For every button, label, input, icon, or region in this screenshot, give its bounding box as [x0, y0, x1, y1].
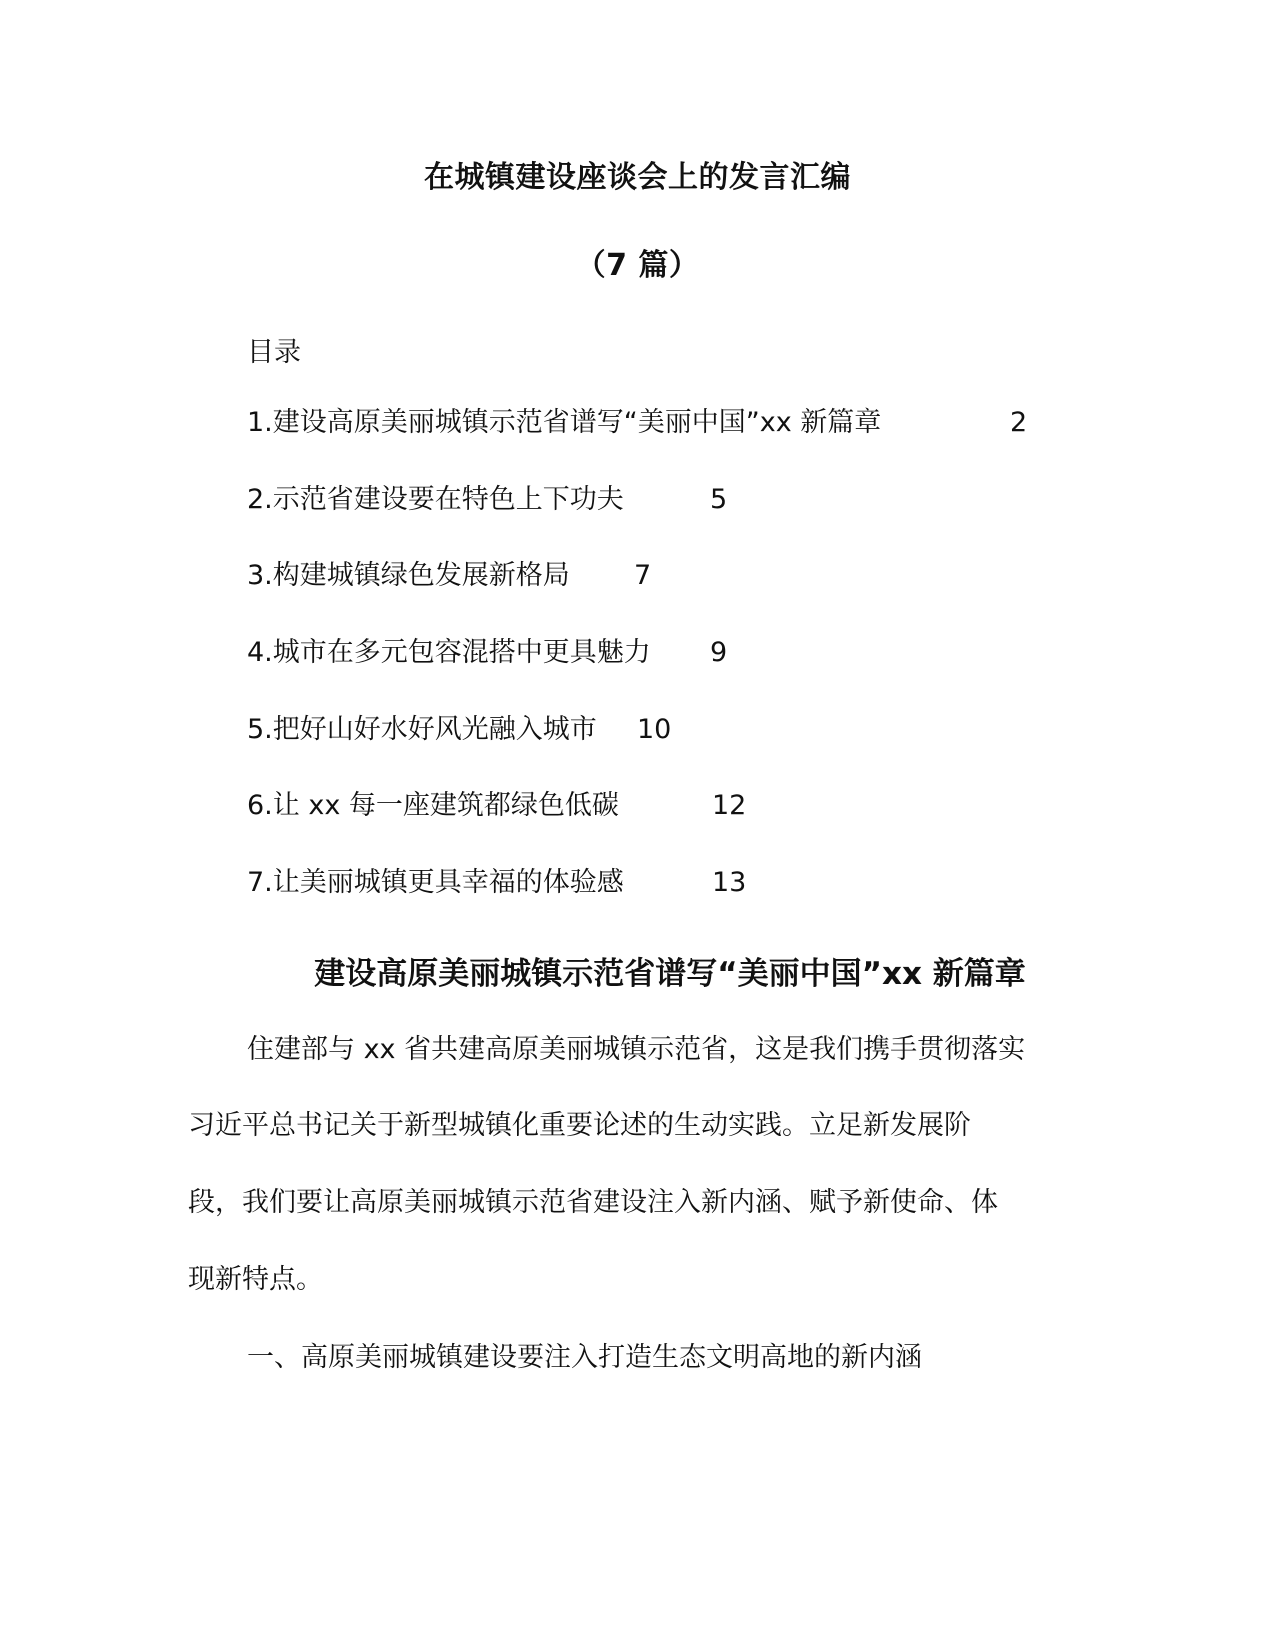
toc-entry-label: 6.让 xx 每一座建筑都绿色低碳	[247, 790, 619, 821]
subsection-heading: 一、高原美丽城镇建设要注入打造生态文明高地的新内涵	[247, 1342, 922, 1373]
toc-entry-label: 7.让美丽城镇更具幸福的体验感	[247, 867, 624, 898]
toc-entry-page: 5	[710, 484, 728, 515]
document-title: 在城镇建设座谈会上的发言汇编	[424, 160, 851, 195]
body-paragraph-line: 住建部与 xx 省共建高原美丽城镇示范省，这是我们携手贯彻落实	[247, 1034, 1026, 1065]
toc-entry-page: 12	[712, 790, 747, 821]
toc-entry-label: 2.示范省建设要在特色上下功夫	[247, 484, 624, 515]
body-paragraph-line: 现新特点。	[188, 1264, 323, 1295]
toc-heading: 目录	[247, 337, 301, 368]
toc-entry-label: 4.城市在多元包容混搭中更具魅力	[247, 637, 651, 668]
toc-entry-label: 5.把好山好水好风光融入城市	[247, 714, 597, 745]
toc-entry-label: 1.建设高原美丽城镇示范省谱写“美丽中国”xx 新篇章	[247, 407, 882, 438]
toc-entry-page: 9	[710, 637, 728, 668]
toc-entry-label: 3.构建城镇绿色发展新格局	[247, 560, 570, 591]
section-title: 建设高原美丽城镇示范省谱写“美丽中国”xx 新篇章	[314, 956, 1026, 992]
toc-entry-page: 13	[712, 867, 747, 898]
toc-entry-page: 2	[1010, 407, 1028, 438]
toc-entry-page: 7	[634, 560, 652, 591]
body-paragraph-line: 段，我们要让高原美丽城镇示范省建设注入新内涵、赋予新使命、体	[188, 1187, 998, 1218]
body-paragraph-line: 习近平总书记关于新型城镇化重要论述的生动实践。立足新发展阶	[188, 1110, 971, 1141]
document-subtitle: （7 篇）	[575, 248, 700, 283]
toc-entry-page: 10	[637, 714, 672, 745]
